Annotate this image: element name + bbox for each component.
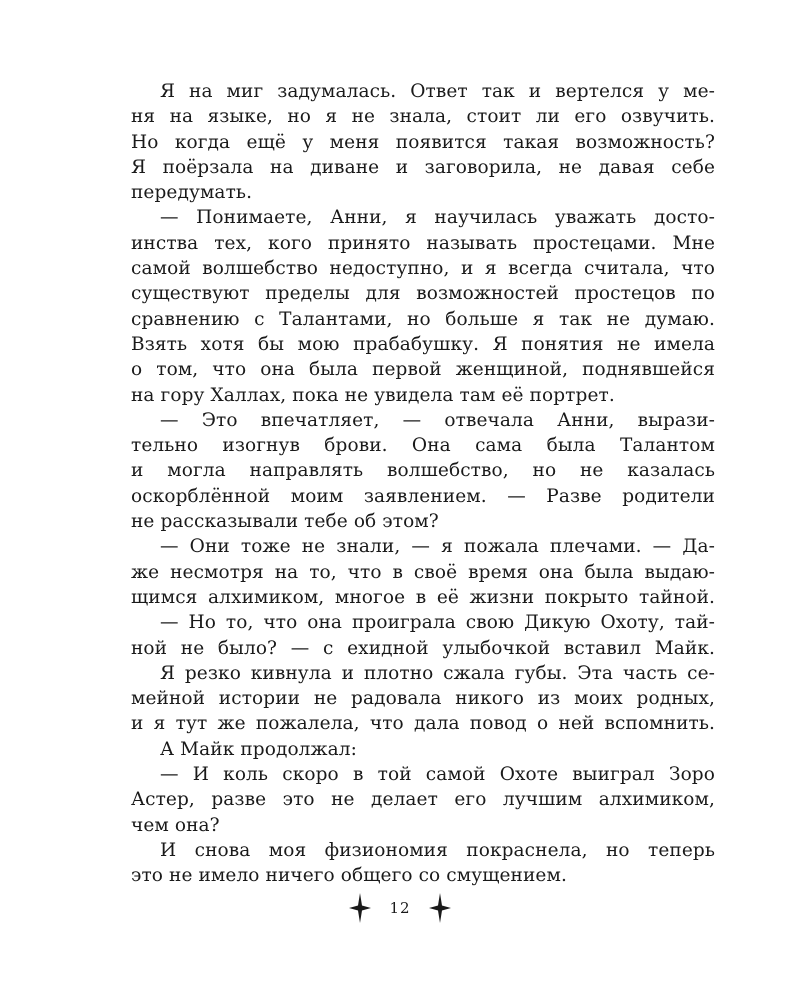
text-line: — Это впечатляет, — отвечала Анни, вырази-	[160, 409, 715, 431]
text-line: ной не было? — с ехидной улыбочкой вставил Майк.	[131, 637, 715, 659]
text-line: Но когда ещё у меня появится такая возможность?	[131, 131, 715, 153]
text-line: и могла направлять волшебство, но не казалась	[131, 460, 715, 482]
text-line: оскорблённой моим заявлением. — Разве родители	[131, 485, 715, 507]
text-line: Я резко кивнула и плотно сжала губы. Эта часть се-	[160, 662, 715, 684]
text-line: — Но то, что она проиграла свою Дикую Охоту, тай-	[160, 612, 715, 634]
text-line: Я на миг задумалась. Ответ так и вертелся у ме-	[160, 81, 715, 102]
text-line: — Они тоже не знали, — я пожала плечами. — Да-	[160, 536, 715, 558]
text-line: же несмотря на то, что в своё время она была выдаю-	[131, 561, 715, 583]
text-line: ня на языке, но я не знала, стоит ли его озвучить.	[131, 106, 715, 128]
text-line: на гору Халлах, пока не увидела там её портрет.	[131, 384, 615, 406]
text-line: это не имело ничего общего со смущением.	[131, 865, 567, 887]
text-line: передумать.	[131, 182, 253, 204]
text-line: самой волшебство недоступно, и я всегда считала, что	[131, 258, 715, 280]
text-line: — И коль скоро в той самой Охоте выиграл Зоро	[160, 764, 715, 786]
text-line: А Майк продолжал:	[160, 738, 357, 760]
page-number: 12	[389, 899, 411, 917]
text-line: и я тут же пожалела, что дала повод о ней вспомнить.	[131, 713, 715, 735]
text-line: Я поёрзала на диване и заговорила, не давая себе	[131, 156, 715, 178]
text-line: мейной истории не радовала никого из моих родных,	[131, 688, 715, 710]
text-line: Астер, разве это не делает его лучшим алхимиком,	[131, 789, 715, 811]
text-line: не рассказывали тебе об этом?	[131, 511, 439, 533]
page-footer	[0, 893, 800, 923]
text-line: о том, что она была первой женщиной, поднявшейся	[131, 359, 715, 381]
text-line: тельно изогнув брови. Она сама была Талантом	[131, 435, 715, 457]
text-line: Взять хотя бы мою прабабушку. Я понятия не имела	[131, 333, 715, 355]
book-page-text	[131, 79, 715, 889]
text-line: И снова моя физиономия покраснела, но теперь	[160, 839, 715, 861]
text-line: сравнению с Талантами, но больше я так не думаю.	[131, 308, 715, 330]
four-point-star-icon	[429, 893, 451, 923]
four-point-star-icon	[349, 893, 371, 923]
text-line: инства тех, кого принято называть простецами. Мне	[131, 232, 715, 254]
text-line: — Понимаете, Анни, я научилась уважать досто-	[160, 207, 715, 229]
text-line: щимся алхимиком, многое в её жизни покрыто тайной.	[131, 586, 715, 608]
text-line: чем она?	[131, 814, 220, 836]
text-line: существуют пределы для возможностей простецов по	[131, 283, 715, 305]
